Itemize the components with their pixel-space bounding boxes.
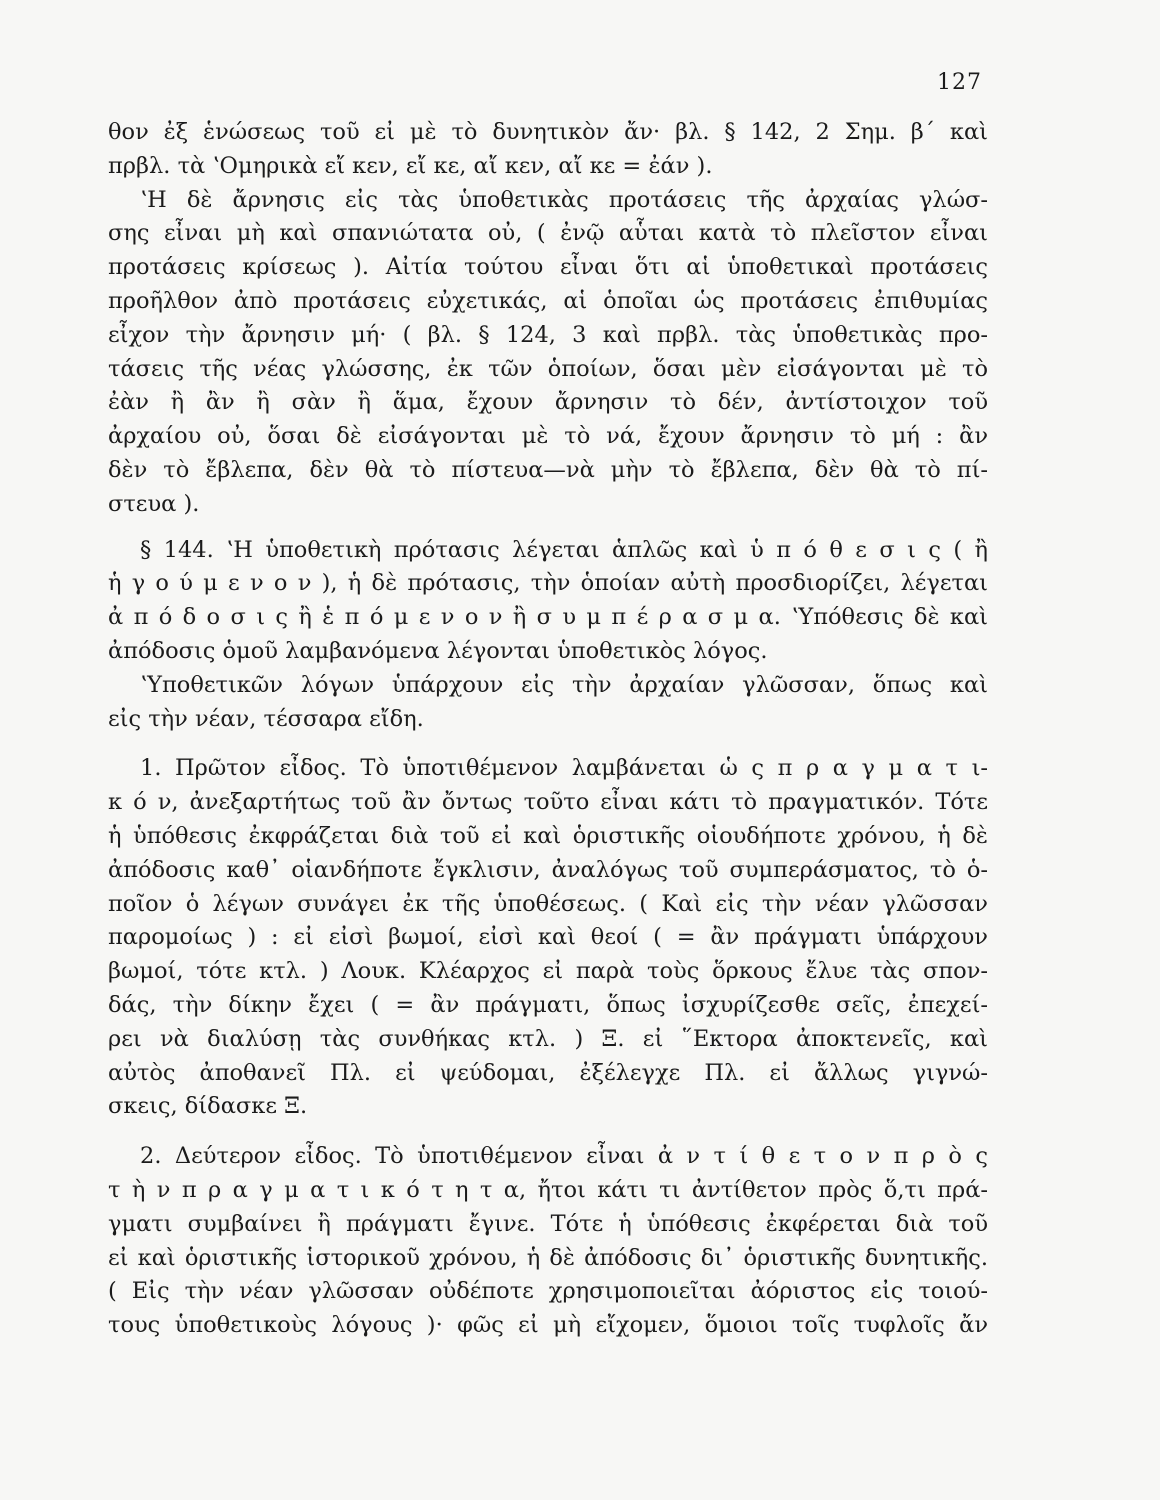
text-line: θον ἐξ ἑνώσεως τοῦ εἰ μὲ τὸ δυνητικὸν ἄν· βλ. § 142, 2 Σημ. β΄ καὶ (108, 119, 988, 145)
text-line: σκεις, δίδασκε Ξ. (108, 1093, 308, 1120)
text-line: στευα ). (108, 490, 200, 517)
text-line: ρει νὰ διαλύσῃ τὰς συνθήκας κτλ. ) Ξ. εἰ ῞Εκτορα ἀποκτενεῖς, καὶ (108, 1025, 988, 1052)
body-text (108, 116, 988, 1343)
text-line: ( Εἰς τὴν νέαν γλῶσσαν οὐδέποτε χρησιμοποιεῖται ἀόριστος εἰς τοιού- (108, 1278, 988, 1305)
text-line: δάς, τὴν δίκην ἔχει ( = ἂν πράγματι, ὅπως ἰσχυρίζεσθε σεῖς, ἐπεχεί- (108, 991, 988, 1018)
text-line: ποῖον ὁ λέγων συνάγει ἐκ τῆς ὑποθέσεως. ( Καὶ εἰς τὴν νέαν γλῶσσαν (108, 890, 988, 917)
text-line: εἰ καὶ ὁριστικῆς ἱστορικοῦ χρόνου, ἡ δὲ ἀπόδοσις δι᾿ ὁριστικῆς δυνητικῆς. (108, 1244, 988, 1271)
text-line: ἐὰν ἢ ἂν ἢ σὰν ἢ ἅμα, ἔχουν ἄρνησιν τὸ δέν, ἀντίστοιχον τοῦ (108, 389, 988, 416)
text-line: ἀρχαίου οὐ, ὅσαι δὲ εἰσάγονται μὲ τὸ νά, ἔχουν ἄρνησιν τὸ μή : ἂν (108, 423, 988, 450)
text-line: προτάσεις κρίσεως ). Αἰτία τούτου εἶναι ὅτι αἱ ὑποθετικαὶ προτάσεις (108, 254, 988, 281)
text-line: ʽΥποθετικῶν λόγων ὑπάρχουν εἰς τὴν ἀρχαίαν γλῶσσαν, ὅπως καὶ (140, 671, 988, 698)
text-line: πρβλ. τὰ ʽΟμηρικὰ εἴ κεν, εἴ κε, αἴ κεν, αἴ κε = ἐάν ). (108, 152, 713, 179)
text-line: εἰς τὴν νέαν, τέσσαρα εἴδη. (108, 705, 424, 732)
text-line: ἀ π ό δ ο σ ι ς ἢ ἑ π ό μ ε ν ο ν ἢ σ υ μ π έ ρ α σ μ α. ʽΥπόθεσις δὲ καὶ (108, 604, 988, 631)
text-line: ʽΗ δὲ ἄρνησις εἰς τὰς ὑποθετικὰς προτάσεις τῆς ἀρχαίας γλώσ- (140, 186, 988, 213)
text-line: ἡ γ ο ύ μ ε ν ο ν ), ἡ δὲ πρότασις, τὴν ὁποίαν αὐτὴ προσδιορίζει, λέγεται (108, 570, 988, 597)
text-line: δὲν τὸ ἔβλεπα, δὲν θὰ τὸ πίστευα—νὰ μὴν τὸ ἔβλεπα, δὲν θὰ τὸ πί- (108, 456, 988, 483)
text-line: παρομοίως ) : εἰ εἰσὶ βωμοί, εἰσὶ καὶ θεοί ( = ἂν πράγματι ὑπάρχουν (108, 924, 988, 951)
text-line: σης εἶναι μὴ καὶ σπανιώτατα οὐ, ( ἐνῷ αὗται κατὰ τὸ πλεῖστον εἶναι (108, 220, 988, 247)
section-heading-line: § 144. ʽΗ ὑποθετικὴ πρότασις λέγεται ἁπλῶς καὶ ὑ π ό θ ε σ ι ς ( ἢ (140, 536, 988, 563)
text-line: κ ό ν, ἀνεξαρτήτως τοῦ ἂν ὄντως τοῦτο εἶναι κάτι τὸ πραγματικόν. Τότε (108, 789, 988, 816)
text-line: ἡ ὑπόθεσις ἐκφράζεται διὰ τοῦ εἰ καὶ ὁριστικῆς οἱουδήποτε χρόνου, ἡ δὲ (108, 822, 988, 849)
text-line: αὐτὸς ἀποθανεῖ Πλ. εἰ ψεύδομαι, ἐξέλεγχε Πλ. εἰ ἄλλως γιγνώ- (108, 1059, 988, 1086)
text-line: εἶχον τὴν ἄρνησιν μή· ( βλ. § 124, 3 καὶ πρβλ. τὰς ὑποθετικὰς προ- (108, 321, 988, 348)
text-line: ἀπόδοσις καθ᾿ οἱανδήποτε ἔγκλισιν, ἀναλόγως τοῦ συμπεράσματος, τὸ ὁ- (108, 856, 988, 883)
text-line: τ ὴ ν π ρ α γ μ α τ ι κ ό τ η τ α, ἤτοι κάτι τι ἀντίθετον πρὸς ὅ,τι πρά- (108, 1176, 988, 1203)
text-line: τους ὑποθετικοὺς λόγους )· φῶς εἰ μὴ εἴχομεν, ὅμοιοι τοῖς τυφλοῖς ἄν (108, 1312, 988, 1339)
text-line: βωμοί, τότε κτλ. ) Λουκ. Κλέαρχος εἰ παρὰ τοὺς ὅρκους ἔλυε τὰς σπον- (108, 958, 988, 985)
text-line: προῆλθον ἀπὸ προτάσεις εὐχετικάς, αἱ ὁποῖαι ὡς προτάσεις ἐπιθυμίας (108, 287, 988, 314)
page-number: 127 (937, 70, 982, 95)
text-line: γματι συμβαίνει ἢ πράγματι ἔγινε. Τότε ἡ ὑπόθεσις ἐκφέρεται διὰ τοῦ (108, 1210, 988, 1237)
subsection-line: 2. Δεύτερον εἶδος. Τὸ ὑποτιθέμενον εἶναι ἀ ν τ ί θ ε τ ο ν π ρ ὸ ς (140, 1143, 988, 1170)
text-line: ἀπόδοσις ὁμοῦ λαμβανόμενα λέγονται ὑποθετικὸς λόγος. (108, 637, 768, 664)
text-line: τάσεις τῆς νέας γλώσσης, ἐκ τῶν ὁποίων, ὅσαι μὲν εἰσάγονται μὲ τὸ (108, 355, 988, 382)
subsection-line: 1. Πρῶτον εἶδος. Τὸ ὑποτιθέμενον λαμβάνεται ὡ ς π ρ α γ μ α τ ι- (140, 755, 988, 782)
